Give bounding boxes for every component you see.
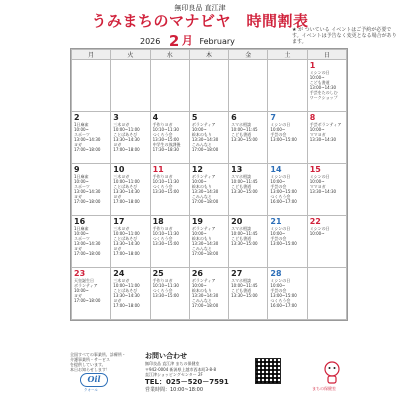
- event-line: こみんなと: [191, 298, 212, 303]
- event-line: 手芸をたのしむ: [309, 90, 338, 95]
- calendar-table: [71, 49, 347, 320]
- calendar-day-cell[interactable]: [229, 112, 268, 164]
- event-line: 1日麻雀: [74, 174, 89, 179]
- event-line: 10:00~: [191, 179, 207, 184]
- qol-logo-sub: クオール: [84, 388, 98, 392]
- event-line: 10:00~11:00: [113, 179, 140, 184]
- footer: [0, 348, 400, 400]
- event-line: 16:00~17:00: [270, 303, 297, 308]
- event-line: 17:00~18:00: [113, 251, 140, 256]
- event-line: 10:00~: [191, 127, 207, 132]
- event-line: スマホ相談: [231, 122, 252, 127]
- event-line: 13:30~15:00: [231, 189, 258, 194]
- event-line: 17:00~18:00: [74, 251, 101, 256]
- event-line: スポーツ: [74, 132, 90, 137]
- event-line: 手作りヨガ: [152, 174, 173, 179]
- event-line: 10:00~: [74, 288, 89, 293]
- event-line: ことばあそび: [113, 288, 138, 293]
- event-line: ミシンの日: [270, 122, 291, 127]
- event-line: こみんなと: [191, 142, 212, 147]
- calendar-empty-cell: [229, 60, 268, 112]
- weekday-thu: 木: [189, 50, 228, 60]
- event-line: 1日麻雀: [74, 226, 89, 231]
- event-line: 三木ヨガ: [113, 278, 130, 283]
- calendar-day-cell[interactable]: [307, 60, 346, 112]
- event-line: 13:30~14:30: [191, 189, 219, 194]
- event-line: 10:00~: [270, 179, 286, 184]
- event-line: 天皇誕生日: [74, 278, 94, 283]
- event-line: 10:10~11:30: [152, 179, 179, 184]
- event-line: 中学生の放課後: [152, 142, 181, 147]
- calendar-week-row: [72, 268, 347, 320]
- event-line: 10:00~: [309, 179, 325, 184]
- calendar-empty-cell: [307, 268, 346, 320]
- mascot-label: まちの保健室: [312, 386, 336, 391]
- calendar-week-row: [72, 216, 347, 268]
- event-line: 三木ヨガ: [113, 174, 130, 179]
- calendar-week-row: [72, 60, 347, 112]
- event-line: 10:00~: [309, 231, 325, 236]
- event-line: こみんなと: [191, 194, 212, 199]
- event-line: ヨガ: [74, 142, 82, 147]
- event-line: 10:00~11:45: [231, 127, 258, 132]
- event-line: 10:00~: [74, 231, 89, 236]
- event-line: 絵本のもり: [191, 288, 212, 293]
- day-number: 20: [231, 217, 243, 226]
- event-line: 手芸の会: [270, 288, 287, 293]
- event-line: 13:30~15:00: [231, 293, 258, 298]
- event-line: 13:00~15:00: [270, 241, 297, 246]
- event-line: ヨガ: [113, 246, 122, 251]
- day-number: 27: [231, 269, 243, 278]
- day-number: 21: [270, 217, 282, 226]
- event-line: 13:30~15:00: [152, 241, 179, 246]
- event-line: ミシンの日: [270, 174, 291, 179]
- day-number: 23: [74, 269, 86, 278]
- event-line: スマホ相談: [231, 226, 252, 231]
- month-english: February: [199, 37, 235, 46]
- event-line: こども書道: [231, 184, 252, 189]
- calendar-empty-cell: [268, 60, 307, 112]
- event-line: 13:30~14:30: [191, 137, 219, 142]
- event-line: ヨガ: [74, 246, 82, 251]
- calendar-day-cell[interactable]: [268, 216, 307, 268]
- header: [0, 0, 400, 50]
- event-line: 17:00~18:00: [74, 199, 101, 204]
- weekday-sun: 日: [307, 50, 346, 60]
- event-line: 絵本のもり: [191, 184, 212, 189]
- day-number: 24: [113, 269, 125, 278]
- event-line: 13:30~14:30: [113, 293, 140, 298]
- calendar-empty-cell: [189, 60, 228, 112]
- calendar-day-cell[interactable]: [150, 268, 189, 320]
- month-kanji: 月: [181, 34, 193, 47]
- event-line: 10:00~11:45: [231, 179, 258, 184]
- event-line: 13:30~15:00: [152, 137, 179, 142]
- event-line: 10:00~11:45: [231, 231, 258, 236]
- calendar-day-cell[interactable]: [111, 112, 150, 164]
- event-line: 17:00~18:00: [113, 147, 140, 152]
- event-line: 13:00~15:00: [270, 293, 297, 298]
- event-line: 13:30~14:30: [113, 241, 140, 246]
- event-line: 10:00~: [270, 127, 286, 132]
- event-line: ママヨガ: [309, 184, 326, 189]
- month-number: 2: [168, 32, 180, 50]
- calendar-day-cell[interactable]: [268, 112, 307, 164]
- event-line: 13:30~14:30: [113, 137, 140, 142]
- event-line: 13:30~15:00: [152, 189, 179, 194]
- event-line: 10:00~: [74, 179, 89, 184]
- event-line: 17:00~18:00: [191, 251, 219, 256]
- phone-number[interactable]: TEL：025－520－7591: [145, 377, 229, 386]
- day-number: 18: [152, 217, 164, 226]
- event-line: 10:00~11:00: [113, 231, 140, 236]
- event-line: 13:00~14:30: [74, 241, 101, 246]
- event-line: 17:00~18:00: [191, 199, 219, 204]
- event-line: ボランティア: [191, 278, 216, 283]
- event-line: スマホ相談: [231, 278, 252, 283]
- event-line: つくろう会: [152, 132, 173, 137]
- event-line: 三木ヨガ: [113, 226, 130, 231]
- calendar-body: [72, 60, 347, 320]
- event-line: ミシンの日: [270, 226, 291, 231]
- event-line: スマホ相談: [231, 174, 252, 179]
- event-line: 三木ヨガ: [113, 122, 130, 127]
- day-number: 1: [309, 61, 316, 70]
- event-line: ワークショップ: [309, 95, 338, 100]
- event-line: 絵本のもり: [191, 132, 212, 137]
- day-number: 10: [113, 165, 125, 174]
- weekday-tue: 火: [111, 50, 150, 60]
- footer-line: 全国すべての事業所、診療所・: [70, 352, 126, 357]
- calendar-day-cell[interactable]: [150, 112, 189, 164]
- event-line: 10:00~11:00: [113, 283, 140, 288]
- event-line: ボランティア: [74, 283, 98, 288]
- calendar: [70, 48, 348, 321]
- event-line: 10:00~: [270, 283, 286, 288]
- event-line: つくろう会: [152, 288, 173, 293]
- event-line: 10:00~: [191, 283, 207, 288]
- event-line: 10:10~11:30: [152, 283, 179, 288]
- footer-line: 本日お知らせします！: [70, 367, 110, 372]
- calendar-day-cell[interactable]: [72, 112, 111, 164]
- event-line: 10:10~11:30: [152, 127, 179, 132]
- event-line: 10:00~11:45: [231, 283, 258, 288]
- day-number: 9: [74, 165, 80, 174]
- event-line: 13:30~14:30: [191, 293, 219, 298]
- event-line: ヨガ: [113, 142, 122, 147]
- event-line: 手芸の会: [270, 236, 287, 241]
- calendar-day-cell[interactable]: [229, 268, 268, 320]
- event-line: 手芸の会: [270, 132, 287, 137]
- reservation-note: ★ が ついている イベントはご予約が必要です。イベントは予告なく変更となる場合があります。: [292, 27, 397, 45]
- weekday-wed: 水: [150, 50, 189, 60]
- calendar-day-cell[interactable]: [189, 216, 228, 268]
- weekday-mon: 月: [72, 50, 111, 60]
- event-line: 絵本のもり: [191, 236, 212, 241]
- event-line: 10:00~: [270, 231, 286, 236]
- day-number: 25: [152, 269, 164, 278]
- event-line: 16:00~17:00: [270, 199, 297, 204]
- weekday-sat: 土: [268, 50, 307, 60]
- calendar-day-cell[interactable]: [111, 164, 150, 216]
- event-line: 13:00~14:30: [74, 137, 101, 142]
- event-line: 13:00~14:30: [74, 189, 101, 194]
- event-line: こみんなと: [191, 246, 212, 251]
- calendar-day-cell[interactable]: [150, 164, 189, 216]
- event-line: 17:00~18:00: [113, 199, 140, 204]
- day-number: 26: [191, 269, 203, 278]
- month-line: [140, 30, 235, 48]
- footer-info: [70, 352, 142, 372]
- calendar-day-cell[interactable]: [189, 164, 228, 216]
- event-line: 1日麻雀: [74, 122, 89, 127]
- calendar-empty-cell: [150, 60, 189, 112]
- event-line: つくろう会: [152, 184, 173, 189]
- day-number: 2: [74, 113, 80, 122]
- weekday-fri: 金: [229, 50, 268, 60]
- event-line: 13:00~15:00: [270, 137, 297, 142]
- calendar-day-cell[interactable]: [229, 164, 268, 216]
- calendar-day-cell[interactable]: [150, 216, 189, 268]
- calendar-week-row: [72, 164, 347, 216]
- calendar-empty-cell: [111, 60, 150, 112]
- day-number: 19: [191, 217, 203, 226]
- event-line: 17:00~18:00: [191, 147, 219, 152]
- opening-hours: 営業時間：10:00~18:00: [145, 386, 204, 393]
- mascot-icon: [322, 360, 342, 384]
- event-line: こども書道: [231, 132, 252, 137]
- address: 〒942-0004 新潟県上越市西本町3-8-8: [145, 366, 217, 372]
- event-line: つくろう会: [152, 236, 173, 241]
- event-line: ボランティア: [191, 122, 216, 127]
- event-line: 手作りヨガ: [152, 278, 173, 283]
- qol-logo: Oil: [80, 373, 108, 387]
- event-line: 手作りヨガ: [152, 226, 173, 231]
- day-number: 17: [113, 217, 125, 226]
- org-name: 無印良品 直江津 まちの保健室: [145, 361, 200, 366]
- event-line: 10:00~: [191, 231, 207, 236]
- event-line: 13:00~15:00: [270, 189, 297, 194]
- event-line: 手芸の会: [270, 184, 287, 189]
- event-line: 13:30~14:30: [113, 189, 140, 194]
- event-line: 手作りヨガ: [152, 122, 173, 127]
- calendar-day-cell[interactable]: [189, 268, 228, 320]
- contact-heading: お問い合わせ: [145, 352, 187, 360]
- calendar-empty-cell: [72, 60, 111, 112]
- calendar-day-cell[interactable]: [111, 268, 150, 320]
- day-number: 6: [231, 113, 237, 122]
- day-number: 3: [113, 113, 119, 122]
- event-line: ことばあそび: [113, 132, 138, 137]
- event-line: ことばあそび: [113, 236, 138, 241]
- calendar-week-row: [72, 112, 347, 164]
- calendar-day-cell[interactable]: [72, 268, 111, 320]
- calendar-day-cell[interactable]: [189, 112, 228, 164]
- event-line: こども書道: [231, 236, 252, 241]
- event-line: 17:00~18:00: [113, 303, 140, 308]
- footer-line: を提供しています。: [70, 362, 106, 367]
- event-line: 13:30~14:30: [309, 137, 337, 142]
- event-line: 17:00~18:00: [191, 303, 219, 308]
- event-line: スポーツ: [74, 236, 90, 241]
- day-number: 28: [270, 269, 282, 278]
- event-line: 13:30~15:00: [231, 241, 258, 246]
- event-line: 13:30~15:00: [152, 293, 179, 298]
- day-number: 11: [152, 165, 164, 174]
- day-number: 8: [309, 113, 316, 122]
- event-line: 10:00~11:00: [113, 127, 140, 132]
- calendar-day-cell[interactable]: [72, 164, 111, 216]
- event-line: 10:00~: [309, 75, 325, 80]
- day-number: 12: [191, 165, 203, 174]
- calendar-day-cell[interactable]: [307, 216, 346, 268]
- calendar-day-cell[interactable]: [268, 164, 307, 216]
- day-number: 16: [74, 217, 86, 226]
- brand-name: 無印良品 直江津: [174, 4, 226, 12]
- event-line: ヨガ: [113, 194, 122, 199]
- event-line: つくろう会: [270, 298, 291, 303]
- event-line: 10:00~: [74, 127, 89, 132]
- event-line: 10:00~: [309, 127, 325, 132]
- event-line: ことばあそび: [113, 184, 138, 189]
- event-line: 13:30~15:00: [231, 137, 258, 142]
- day-number: 13: [231, 165, 243, 174]
- event-line: 10:10~11:30: [152, 231, 179, 236]
- qr-code[interactable]: [255, 358, 281, 384]
- day-number: 14: [270, 165, 282, 174]
- event-line: 17:00~18:00: [74, 147, 101, 152]
- day-number: 22: [309, 217, 321, 226]
- calendar-day-cell[interactable]: [111, 216, 150, 268]
- event-line: スポーツ: [74, 184, 90, 189]
- calendar-day-cell[interactable]: [72, 216, 111, 268]
- event-line: ミシンの日: [270, 278, 291, 283]
- event-line: ヨガ: [74, 293, 82, 298]
- event-line: こども書道: [231, 288, 252, 293]
- event-line: つくろう会: [270, 194, 291, 199]
- footer-line: 介護事業所・サービス: [70, 357, 110, 362]
- calendar-day-cell[interactable]: [229, 216, 268, 268]
- event-line: ボランティア: [191, 226, 216, 231]
- day-number: 5: [191, 113, 198, 122]
- event-line: ママヨガ: [309, 132, 326, 137]
- event-line: 17:30~18:30: [152, 147, 179, 152]
- weekday-header-row: [72, 50, 347, 60]
- day-number: 7: [270, 113, 276, 122]
- day-number: 15: [309, 165, 321, 174]
- event-line: ヨガ: [74, 194, 82, 199]
- event-line: 手芸ボランティア: [309, 122, 342, 127]
- day-number: 4: [152, 113, 159, 122]
- event-line: ボランティア: [191, 174, 216, 179]
- calendar-day-cell[interactable]: [268, 268, 307, 320]
- year-label: 2026: [140, 37, 161, 46]
- event-line: ミシンの日: [309, 174, 330, 179]
- event-line: 17:00~18:00: [74, 298, 101, 303]
- event-line: 13:30~14:30: [191, 241, 219, 246]
- event-line: ミシンの日: [309, 70, 330, 75]
- event-line: 13:30~14:30: [309, 189, 337, 194]
- event-line: ミシンの日: [309, 226, 330, 231]
- calendar-day-cell[interactable]: [307, 112, 346, 164]
- event-line: こども書道: [309, 80, 330, 85]
- page-title: うみまちのマナビヤ 時間割表: [91, 12, 309, 30]
- building: 直江津ショッピングセンター 2F: [145, 372, 203, 377]
- event-line: ヨガ: [113, 298, 122, 303]
- calendar-day-cell[interactable]: [307, 164, 346, 216]
- event-line: 13:00~14:30: [309, 85, 337, 90]
